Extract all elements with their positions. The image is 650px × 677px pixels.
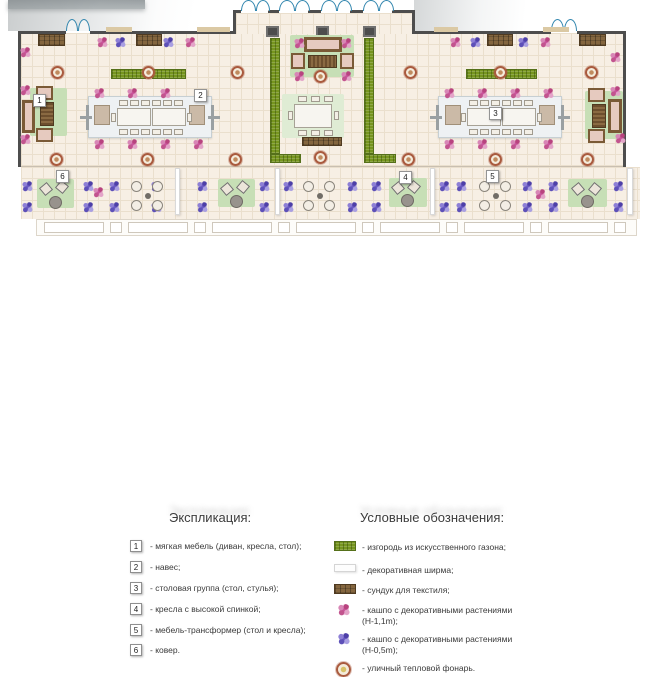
heat-lamp xyxy=(585,66,598,79)
planter-violet xyxy=(518,37,529,48)
textile-chest xyxy=(302,137,342,146)
column-post xyxy=(363,26,376,37)
planter-violet xyxy=(456,202,467,213)
chair xyxy=(163,100,172,106)
plan-label-5: 5 xyxy=(486,170,499,183)
explication-text: - ковер. xyxy=(150,645,180,655)
planter-violet xyxy=(283,202,294,213)
grass-hedge xyxy=(364,38,374,154)
chair xyxy=(288,111,293,120)
chair xyxy=(324,130,333,136)
planter-violet xyxy=(470,37,481,48)
chair xyxy=(130,100,139,106)
planter-violet xyxy=(439,202,450,213)
planter-pink xyxy=(477,139,488,150)
plan-label-6: 6 xyxy=(56,170,69,183)
planter-violet xyxy=(83,181,94,192)
planter-pink xyxy=(444,88,455,99)
planter-pink xyxy=(444,139,455,150)
explication-title: Экспликация: xyxy=(169,510,252,525)
chair xyxy=(311,96,320,102)
planter-pink xyxy=(94,88,105,99)
planter-pink xyxy=(535,189,546,200)
heat-lamp xyxy=(402,153,415,166)
chair xyxy=(480,100,489,106)
canopy-post xyxy=(80,116,92,119)
armchair xyxy=(340,53,354,69)
planter-pink xyxy=(543,139,554,150)
armchair xyxy=(588,88,605,102)
canopy-post xyxy=(558,116,570,119)
planter-violet xyxy=(22,202,33,213)
round-chair xyxy=(152,181,163,192)
explication-num-1: 1 xyxy=(130,540,142,552)
heat-lamp xyxy=(494,66,507,79)
decor-screen xyxy=(627,168,633,215)
chair xyxy=(502,100,511,106)
chair xyxy=(187,113,192,122)
symbols-text: - декоративная ширма; xyxy=(362,565,454,575)
explication-text: - мягкая мебель (диван, кресла, стол); xyxy=(150,541,302,551)
dining-table xyxy=(502,108,536,126)
planter-violet xyxy=(163,37,174,48)
chair xyxy=(480,129,489,135)
door-arc xyxy=(363,0,394,11)
heat-lamp xyxy=(581,153,594,166)
heat-lamp xyxy=(404,66,417,79)
planter-violet xyxy=(548,202,559,213)
chair xyxy=(111,113,116,122)
round-chair xyxy=(500,181,511,192)
chair xyxy=(298,96,307,102)
plan-label-4: 4 xyxy=(399,171,412,184)
explication-num-4: 4 xyxy=(130,603,142,615)
grass-hedge xyxy=(152,69,186,79)
chair xyxy=(513,129,522,135)
step xyxy=(446,222,458,233)
chair xyxy=(469,100,478,106)
round-chair xyxy=(500,200,511,211)
step xyxy=(380,222,440,233)
planter-pink xyxy=(615,133,626,144)
symbols-text: - сундук для текстиля; xyxy=(362,585,450,595)
step xyxy=(548,222,608,233)
chair xyxy=(163,129,172,135)
planter-pink xyxy=(543,88,554,99)
step xyxy=(464,222,524,233)
planter-pink xyxy=(294,38,305,49)
chair xyxy=(334,111,339,120)
table-chairs-group xyxy=(479,181,513,212)
planter-pink xyxy=(127,88,138,99)
dining-table xyxy=(294,104,332,128)
chair xyxy=(469,129,478,135)
planter-pink xyxy=(97,37,108,48)
planter-violet xyxy=(115,37,126,48)
wall xyxy=(623,31,626,167)
awning-mark xyxy=(543,27,569,32)
round-chair xyxy=(131,200,142,211)
planter-pink xyxy=(540,37,551,48)
chair xyxy=(491,100,500,106)
chair xyxy=(174,100,183,106)
chair xyxy=(513,100,522,106)
planter-violet xyxy=(283,181,294,192)
planter-pink xyxy=(610,86,621,97)
armchair xyxy=(291,53,305,69)
door-arc xyxy=(66,19,90,31)
explication-text: - кресла с высокой спинкой; xyxy=(150,604,261,614)
step xyxy=(212,222,272,233)
round-chair xyxy=(324,200,335,211)
round-chair xyxy=(303,181,314,192)
sofa xyxy=(304,37,342,52)
round-table xyxy=(581,195,594,208)
planter-pink xyxy=(341,71,352,82)
step xyxy=(194,222,206,233)
symbols-text: - кашпо с декоративными растениями (H-1,1m); xyxy=(362,605,513,626)
planter-pink xyxy=(160,88,171,99)
round-chair xyxy=(303,200,314,211)
textile-chest xyxy=(579,34,606,46)
chair xyxy=(152,129,161,135)
planter-pink xyxy=(93,187,104,198)
door-arc xyxy=(241,0,270,11)
plan-label-1: 1 xyxy=(33,94,46,107)
heat-lamp xyxy=(314,70,327,83)
explication-num-3: 3 xyxy=(130,582,142,594)
heat-lamp xyxy=(229,153,242,166)
plan-label-3: 3 xyxy=(489,107,502,120)
step xyxy=(128,222,188,233)
grass-hedge xyxy=(270,38,280,154)
awning-mark xyxy=(434,27,458,32)
step xyxy=(362,222,374,233)
grass-hedge xyxy=(111,69,146,79)
symbols-text: - изгородь из искусственного газона; xyxy=(362,542,506,552)
planter-pink xyxy=(127,139,138,150)
planter-pink xyxy=(341,38,352,49)
heat-lamp xyxy=(489,153,502,166)
armchair xyxy=(36,128,53,142)
table-dot xyxy=(145,193,151,199)
chair xyxy=(537,113,542,122)
dining-table xyxy=(117,108,151,126)
planter-pink xyxy=(20,134,31,145)
canopy-post xyxy=(430,116,442,119)
planter-pink xyxy=(450,37,461,48)
table-dot xyxy=(493,193,499,199)
chair xyxy=(130,129,139,135)
explication-num-6: 6 xyxy=(130,644,142,656)
grass-hedge xyxy=(505,69,537,79)
step xyxy=(278,222,290,233)
grass-hedge xyxy=(270,154,301,163)
planter-violet xyxy=(83,202,94,213)
planter-violet xyxy=(456,181,467,192)
wall xyxy=(392,10,415,13)
planter-violet xyxy=(347,202,358,213)
planter-violet xyxy=(197,202,208,213)
planter-pink xyxy=(610,52,621,63)
chair xyxy=(152,100,161,106)
planter-violet-icon xyxy=(338,633,350,645)
step xyxy=(44,222,104,233)
chair xyxy=(491,129,500,135)
round-table xyxy=(49,196,62,209)
round-table xyxy=(401,194,414,207)
heat-lamp xyxy=(231,66,244,79)
armchair xyxy=(588,129,605,143)
step xyxy=(614,222,626,233)
round-chair xyxy=(152,200,163,211)
legend-area xyxy=(0,250,650,673)
decor-screen xyxy=(275,168,280,215)
heat-lamp xyxy=(50,153,63,166)
door-arc xyxy=(279,0,310,11)
planter-violet xyxy=(259,202,270,213)
round-table xyxy=(230,195,243,208)
planter-violet xyxy=(522,181,533,192)
round-chair xyxy=(324,181,335,192)
side-table xyxy=(94,105,110,125)
planter-violet xyxy=(109,202,120,213)
planter-pink xyxy=(193,139,204,150)
chair xyxy=(141,100,150,106)
planter-pink xyxy=(20,47,31,58)
column-post xyxy=(266,26,279,37)
step xyxy=(110,222,122,233)
step xyxy=(296,222,356,233)
grass-hedge xyxy=(364,154,396,163)
wall xyxy=(233,11,236,34)
floor-plan xyxy=(0,0,650,250)
table-chairs-group xyxy=(303,181,337,212)
textile-chest xyxy=(38,34,65,46)
heat-lamp xyxy=(51,66,64,79)
planter-violet xyxy=(22,181,33,192)
planter-pink xyxy=(94,139,105,150)
chair xyxy=(119,100,128,106)
chair xyxy=(311,130,320,136)
planter-violet xyxy=(197,181,208,192)
chair xyxy=(524,100,533,106)
planter-violet xyxy=(347,181,358,192)
planter-violet xyxy=(109,181,120,192)
door-arc xyxy=(321,0,352,11)
chair xyxy=(461,113,466,122)
planter-violet xyxy=(371,181,382,192)
chair xyxy=(298,130,307,136)
explication-num-2: 2 xyxy=(130,561,142,573)
heat-lamp xyxy=(314,151,327,164)
planter-pink xyxy=(510,88,521,99)
decor-screen xyxy=(430,168,435,215)
planter-violet xyxy=(522,202,533,213)
planter-pink xyxy=(20,85,31,96)
planter-pink xyxy=(477,88,488,99)
planter-violet xyxy=(439,181,450,192)
planter-pink xyxy=(160,139,171,150)
heat-lamp-icon xyxy=(336,662,351,677)
decor-screen xyxy=(175,168,180,215)
awning-mark xyxy=(106,27,132,32)
textile-chest xyxy=(487,34,513,46)
explication-text: - столовая группа (стол, стулья); xyxy=(150,583,279,593)
symbols-title: Условные обозначения: xyxy=(360,510,505,525)
screen-swatch xyxy=(334,564,356,572)
explication-num-5: 5 xyxy=(130,624,142,636)
coffee-table xyxy=(592,104,606,128)
plan-label-2: 2 xyxy=(194,89,207,102)
symbols-text: - кашпо с декоративными растениями (H-0,5m); xyxy=(362,634,513,655)
chair xyxy=(502,129,511,135)
symbols-text: - уличный тепловой фонарь. xyxy=(362,663,476,673)
hedge-swatch xyxy=(334,541,356,551)
explication-text: - навес; xyxy=(150,562,181,572)
dining-table xyxy=(152,108,186,126)
heat-lamp xyxy=(141,153,154,166)
chair xyxy=(524,129,533,135)
round-chair xyxy=(131,181,142,192)
planter-pink xyxy=(510,139,521,150)
explication-text: - мебель-трансформер (стол и кресла); xyxy=(150,625,306,635)
chair xyxy=(324,96,333,102)
planter-violet xyxy=(548,181,559,192)
sofa xyxy=(608,99,622,133)
chair xyxy=(141,129,150,135)
table-dot xyxy=(317,193,323,199)
planter-violet xyxy=(371,202,382,213)
planter-pink xyxy=(294,71,305,82)
chest-swatch xyxy=(334,584,356,594)
planter-violet xyxy=(613,202,624,213)
table-chairs-group xyxy=(131,181,165,212)
side-table xyxy=(445,105,461,125)
planter-pink-icon xyxy=(338,604,350,616)
planter-violet xyxy=(259,181,270,192)
wall xyxy=(412,11,415,34)
heat-lamp xyxy=(142,66,155,79)
chair xyxy=(174,129,183,135)
wall xyxy=(233,10,241,13)
floor-divider xyxy=(21,166,624,167)
coffee-table xyxy=(308,55,337,68)
step xyxy=(530,222,542,233)
round-chair xyxy=(479,200,490,211)
awning-mark xyxy=(197,27,230,32)
canopy-post xyxy=(208,116,220,119)
planter-violet xyxy=(613,181,624,192)
textile-chest xyxy=(136,34,162,46)
chair xyxy=(119,129,128,135)
planter-pink xyxy=(185,37,196,48)
